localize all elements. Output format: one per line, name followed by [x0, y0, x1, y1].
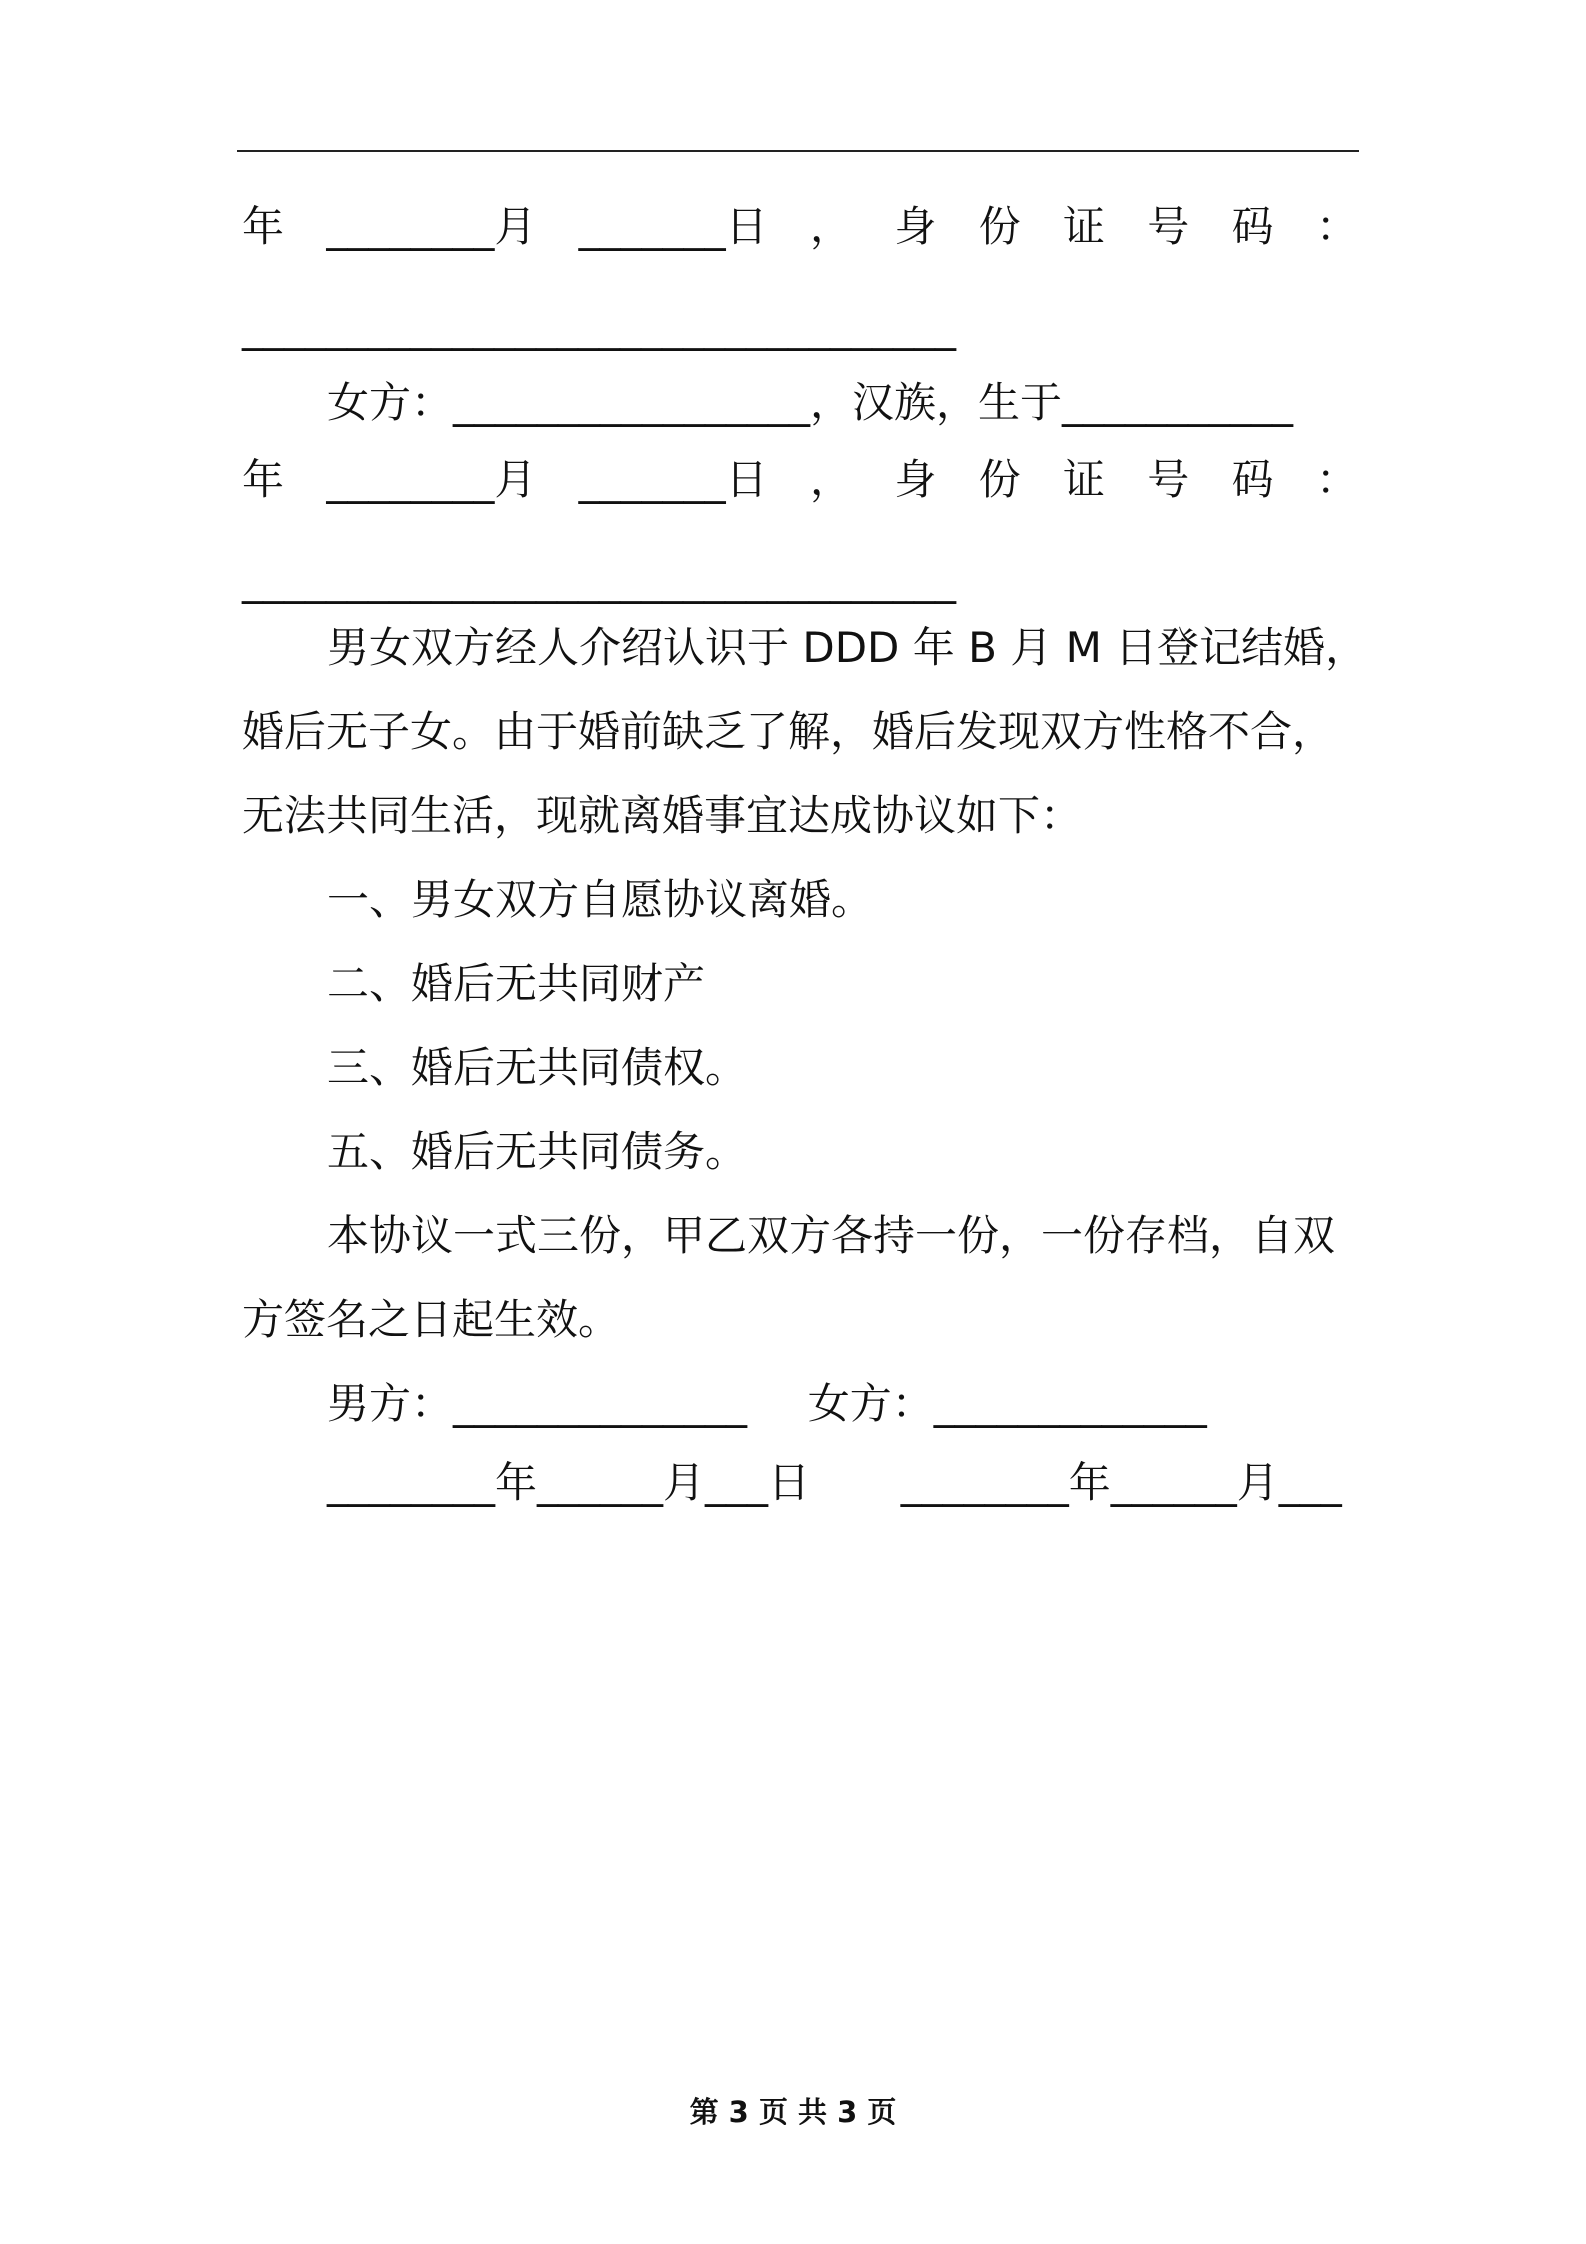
text-segment: ：	[1315, 202, 1358, 251]
page-number-footer: 第 3 页 共 3 页	[689, 2095, 897, 2129]
male-date: ________年______月___日	[327, 1458, 811, 1507]
birth-id-line-female	[242, 450, 1358, 510]
text-segment: _______日	[578, 455, 768, 504]
paragraph-line: 婚后无子女。由于婚前缺乏了解，婚后发现双方性格不合，	[242, 707, 1335, 756]
text-segment: ：	[1315, 455, 1358, 504]
text-segment: ，	[809, 455, 852, 504]
female-signature: 女方：_____________	[807, 1379, 1207, 1428]
closing-line: 本协议一式三份，甲乙双方各持一份，一份存档，自双	[327, 1211, 1336, 1260]
text-segment: ，	[809, 202, 852, 251]
signature-row	[327, 1374, 1207, 1434]
text-segment: 年	[242, 455, 285, 504]
id-number-blank-male: __________________________________	[242, 302, 956, 351]
text-segment: 身	[894, 202, 937, 251]
text-segment: 份	[978, 202, 1021, 251]
clause-item-1: 一、男女双方自愿协议离婚。	[327, 875, 874, 924]
text-segment: 身	[894, 455, 937, 504]
text-segment: _______日	[578, 202, 768, 251]
female-party-line: 女方：_________________，汉族，生于___________	[327, 378, 1294, 427]
text-segment: 号	[1147, 455, 1190, 504]
text-segment: ________月	[326, 202, 537, 251]
birth-id-line-male	[242, 197, 1358, 257]
header-rule	[237, 150, 1359, 152]
id-number-blank-female: __________________________________	[242, 555, 956, 604]
paragraph-line: 无法共同生活，现就离婚事宜达成协议如下：	[242, 791, 1083, 840]
text-segment: 证	[1062, 455, 1105, 504]
text-segment: 号	[1147, 202, 1190, 251]
text-segment: 码	[1231, 202, 1274, 251]
closing-line: 方签名之日起生效。	[242, 1295, 621, 1344]
text-segment: 码	[1231, 455, 1274, 504]
clause-item-5: 五、婚后无共同债务。	[327, 1127, 748, 1176]
text-segment: 份	[978, 455, 1021, 504]
text-segment: 证	[1062, 202, 1105, 251]
date-row	[327, 1453, 1342, 1513]
male-signature: 男方：______________	[327, 1379, 748, 1428]
text-segment: 年	[242, 202, 285, 251]
clause-item-3: 三、婚后无共同债权。	[327, 1043, 748, 1092]
clause-item-2: 二、婚后无共同财产	[327, 959, 706, 1008]
female-date: ________年______月___	[900, 1458, 1342, 1507]
paragraph-line: 男女双方经人介绍认识于 DDD 年 B 月 M 日登记结婚，	[327, 623, 1368, 672]
text-segment: ________月	[326, 455, 537, 504]
